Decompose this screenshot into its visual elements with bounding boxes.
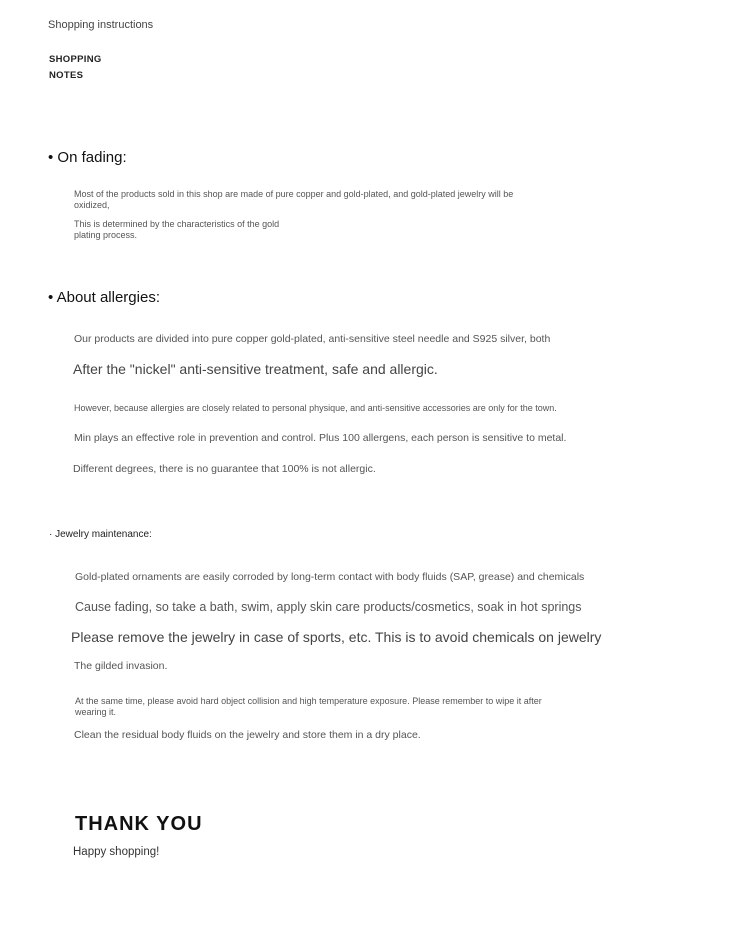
fading-paragraph-1-line-2: oxidized, — [74, 200, 110, 210]
maintenance-heading: · Jewelry maintenance: — [49, 529, 152, 540]
allergies-paragraph-5: Different degrees, there is no guarantee that 100% is not allergic. — [73, 463, 376, 475]
maintenance-paragraph-1: Gold-plated ornaments are easily corroded by long-term contact with body fluids (SAP, grease) and chemicals — [75, 571, 585, 583]
fading-paragraph-2 — [74, 219, 279, 241]
maintenance-paragraph-2: Cause fading, so take a bath, swim, apply skin care products/cosmetics, soak in hot springs — [75, 600, 582, 614]
page-title: Shopping instructions — [48, 19, 154, 31]
maintenance-paragraph-5 — [75, 696, 542, 718]
allergies-paragraph-2: After the "nickel" anti-sensitive treatment, safe and allergic. — [73, 361, 438, 377]
notes-label-line-1: SHOPPING — [49, 54, 102, 65]
fading-heading: • On fading: — [48, 149, 127, 166]
allergies-paragraph-1: Our products are divided into pure copper gold-plated, anti-sensitive steel needle and S925 silver, both — [74, 333, 551, 345]
happy-shopping-text: Happy shopping! — [73, 846, 160, 858]
fading-paragraph-2-line-2: plating process. — [74, 230, 138, 240]
maintenance-paragraph-4: The gilded invasion. — [74, 660, 168, 672]
allergies-heading: • About allergies: — [48, 289, 160, 306]
maintenance-paragraph-5-line-2: wearing it. — [75, 707, 117, 717]
allergies-paragraph-3: However, because allergies are closely related to personal physique, and anti-sensitive accessories are only for the town. — [74, 403, 557, 413]
allergies-paragraph-4: Min plays an effective role in prevention and control. Plus 100 allergens, each person is sensitive to metal. — [74, 432, 567, 444]
fading-paragraph-1-line-1: Most of the products sold in this shop are made of pure copper and gold-plated, and gold-plated jewelry will be — [74, 189, 514, 199]
thank-you-heading: THANK YOU — [75, 813, 203, 835]
maintenance-paragraph-5-line-1: At the same time, please avoid hard object collision and high temperature exposure. Please remember to wipe it after — [75, 696, 542, 706]
fading-paragraph-2-line-1: This is determined by the characteristics of the gold — [74, 219, 280, 229]
fading-paragraph-1 — [74, 189, 513, 211]
maintenance-paragraph-6: Clean the residual body fluids on the jewelry and store them in a dry place. — [74, 729, 421, 741]
maintenance-paragraph-3: Please remove the jewelry in case of sports, etc. This is to avoid chemicals on jewelry — [71, 629, 602, 645]
notes-label-line-2: NOTES — [49, 70, 84, 81]
